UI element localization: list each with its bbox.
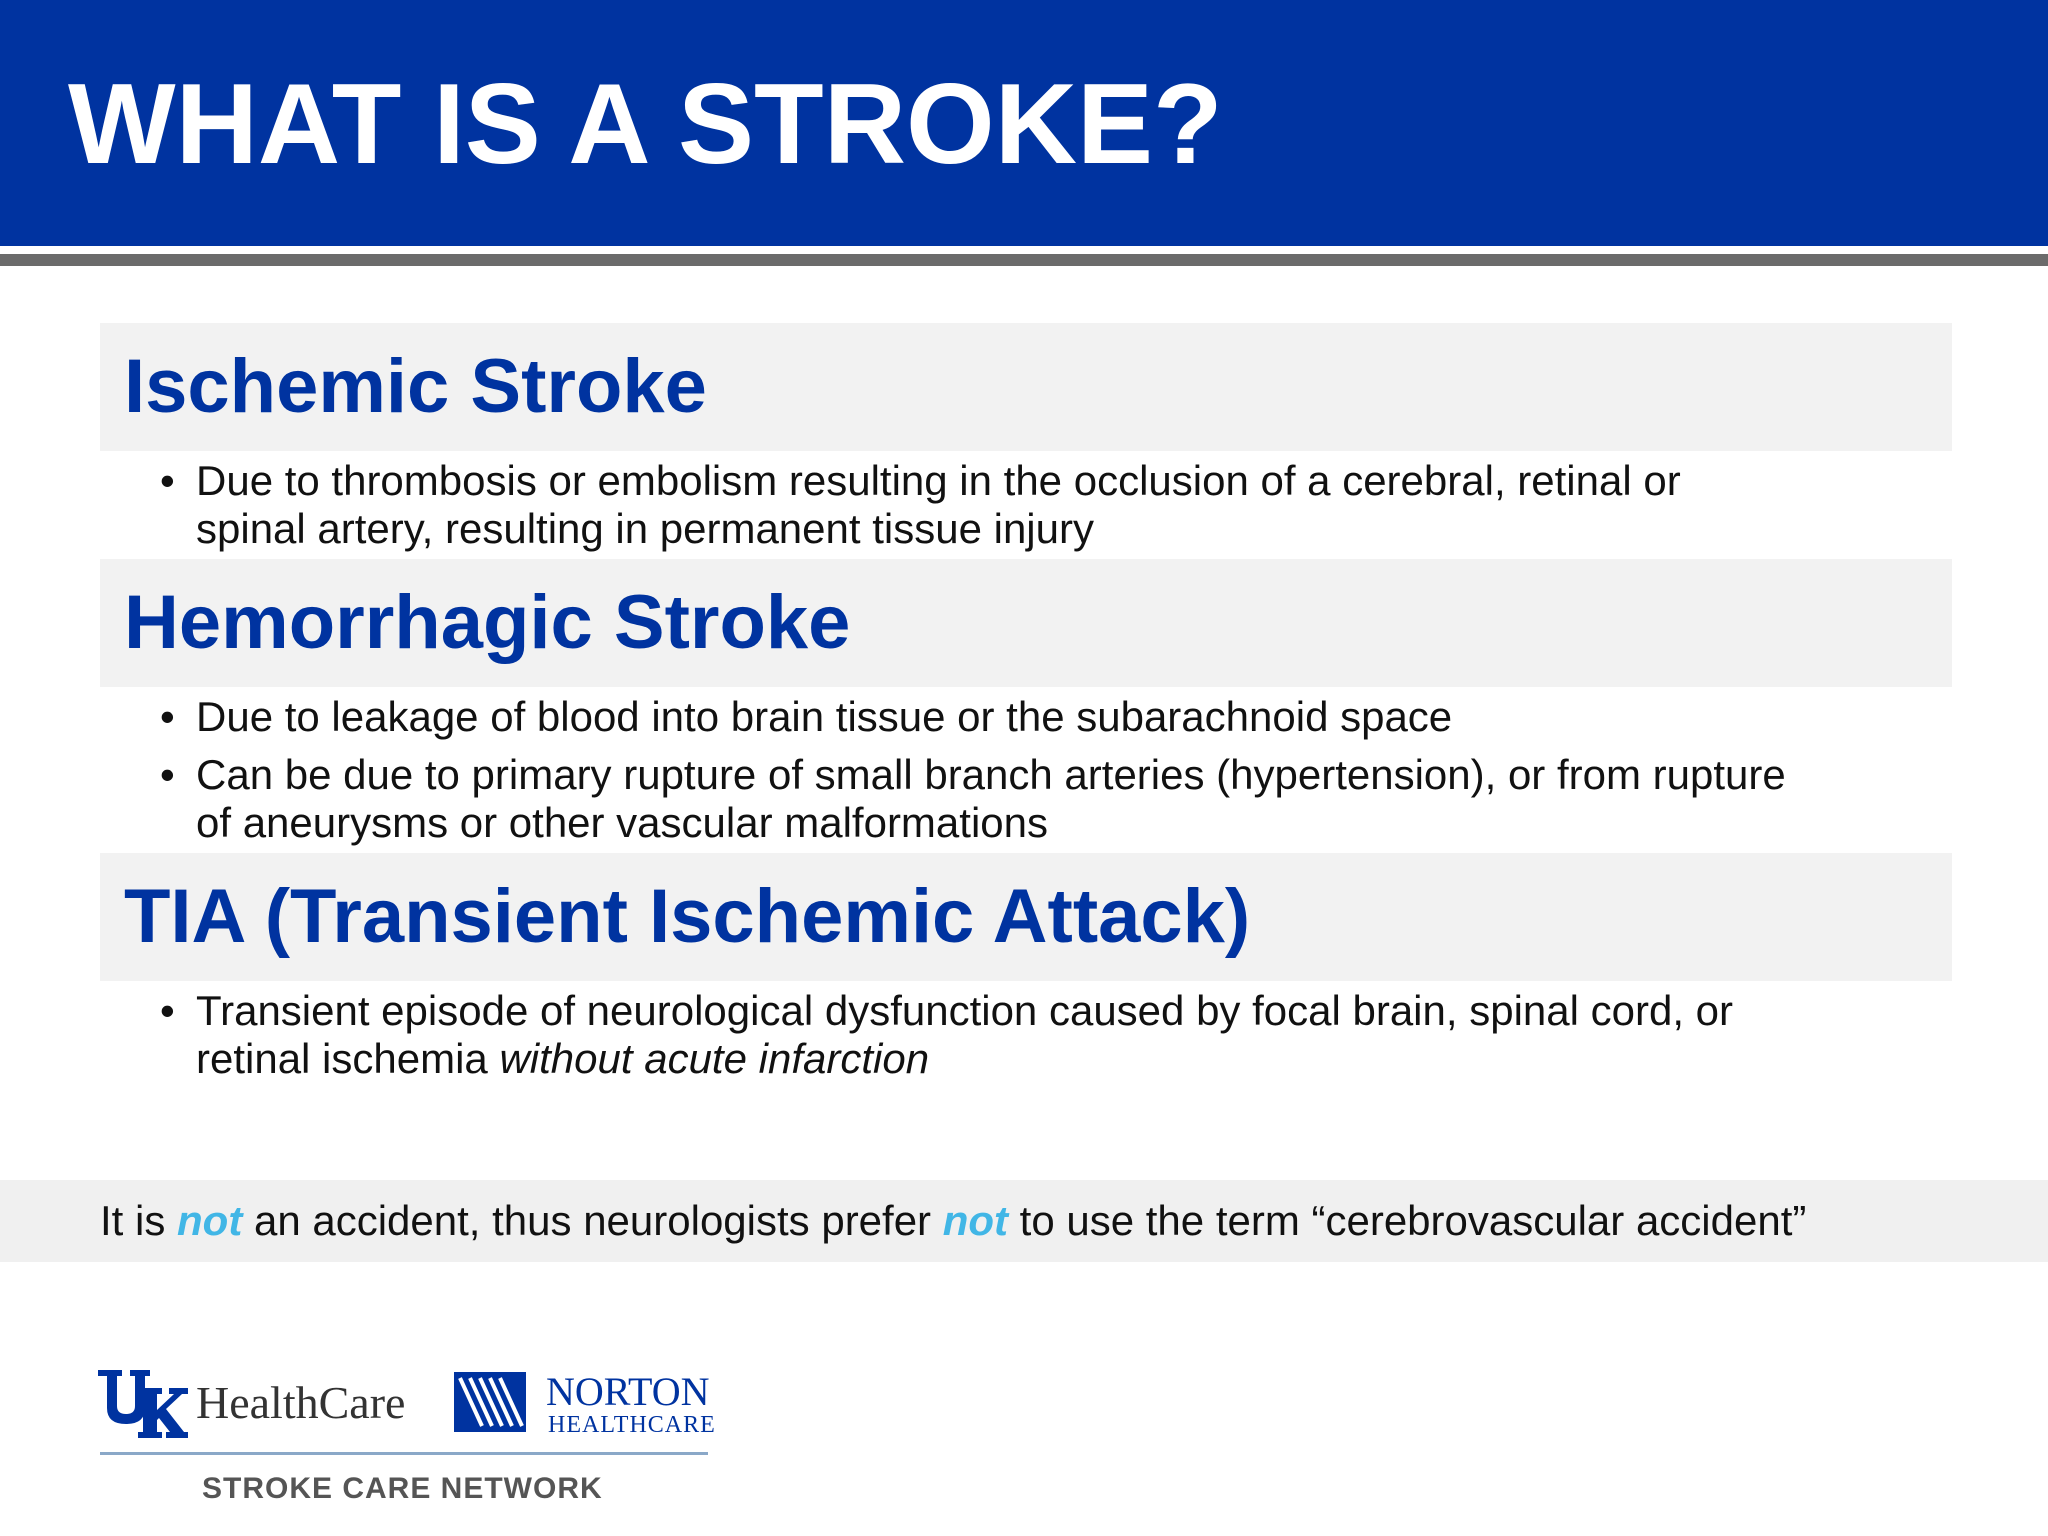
- bullet-line: Can be due to primary rupture of small branch arteries (hypertension), or from rupture: [196, 751, 1786, 798]
- bullet-line: of aneurysms or other vascular malformations: [196, 799, 1048, 846]
- uk-healthcare-text: HealthCare: [196, 1377, 406, 1428]
- norton-logo-icon: [454, 1372, 526, 1432]
- bullet-ischemic-1: [160, 457, 1960, 553]
- section-title-tia: TIA (Transient Ischemic Attack): [124, 874, 1251, 959]
- norton-name-text: NORTON: [546, 1369, 710, 1414]
- slide-title: WHAT IS A STROKE?: [68, 61, 1223, 188]
- note-accent: not: [942, 1197, 1009, 1244]
- note-band: [0, 1180, 2048, 1262]
- note-part: to use the term “cerebrovascular accident”: [1008, 1197, 1807, 1244]
- bullet-hemorrhagic-1: [160, 693, 1960, 741]
- uk-logo-icon: [96, 1364, 188, 1440]
- bullet-line: spinal artery, resulting in permanent tissue injury: [196, 505, 1094, 552]
- note-text: [100, 1180, 1806, 1262]
- note-part: an accident, thus neurologists prefer: [242, 1197, 943, 1244]
- title-bar: [0, 0, 2048, 246]
- bullet-list-ischemic: [160, 457, 1960, 563]
- bullet-tia-1: [160, 987, 1960, 1083]
- footer-logos: [96, 1360, 716, 1520]
- bullet-list-hemorrhagic: [160, 693, 1960, 857]
- logo-divider: [100, 1452, 708, 1455]
- title-rule-gray: [0, 254, 2048, 266]
- bullet-emphasis: without acute infarction: [499, 1035, 930, 1082]
- section-title-ischemic: Ischemic Stroke: [124, 344, 707, 429]
- section-title-hemorrhagic: Hemorrhagic Stroke: [124, 580, 851, 665]
- bullet-list-tia: [160, 987, 1960, 1093]
- title-rule-white: [0, 246, 2048, 254]
- bullet-line: Transient episode of neurological dysfunction caused by focal brain, spinal cord, or: [196, 987, 1733, 1034]
- section-header-tia: [100, 853, 1952, 981]
- stroke-care-network-text: STROKE CARE NETWORK: [202, 1472, 603, 1505]
- bullet-hemorrhagic-2: [160, 751, 1960, 847]
- bullet-line: Due to thrombosis or embolism resulting in the occlusion of a cerebral, retinal or: [196, 457, 1681, 504]
- note-part: It is: [100, 1197, 178, 1244]
- note-accent: not: [177, 1197, 243, 1244]
- norton-sub-text: HEALTHCARE: [548, 1412, 716, 1438]
- section-header-hemorrhagic: [100, 559, 1952, 687]
- bullet-line: Due to leakage of blood into brain tissue or the subarachnoid space: [196, 693, 1453, 740]
- section-header-ischemic: [100, 323, 1952, 451]
- bullet-line: retinal ischemia: [196, 1035, 500, 1082]
